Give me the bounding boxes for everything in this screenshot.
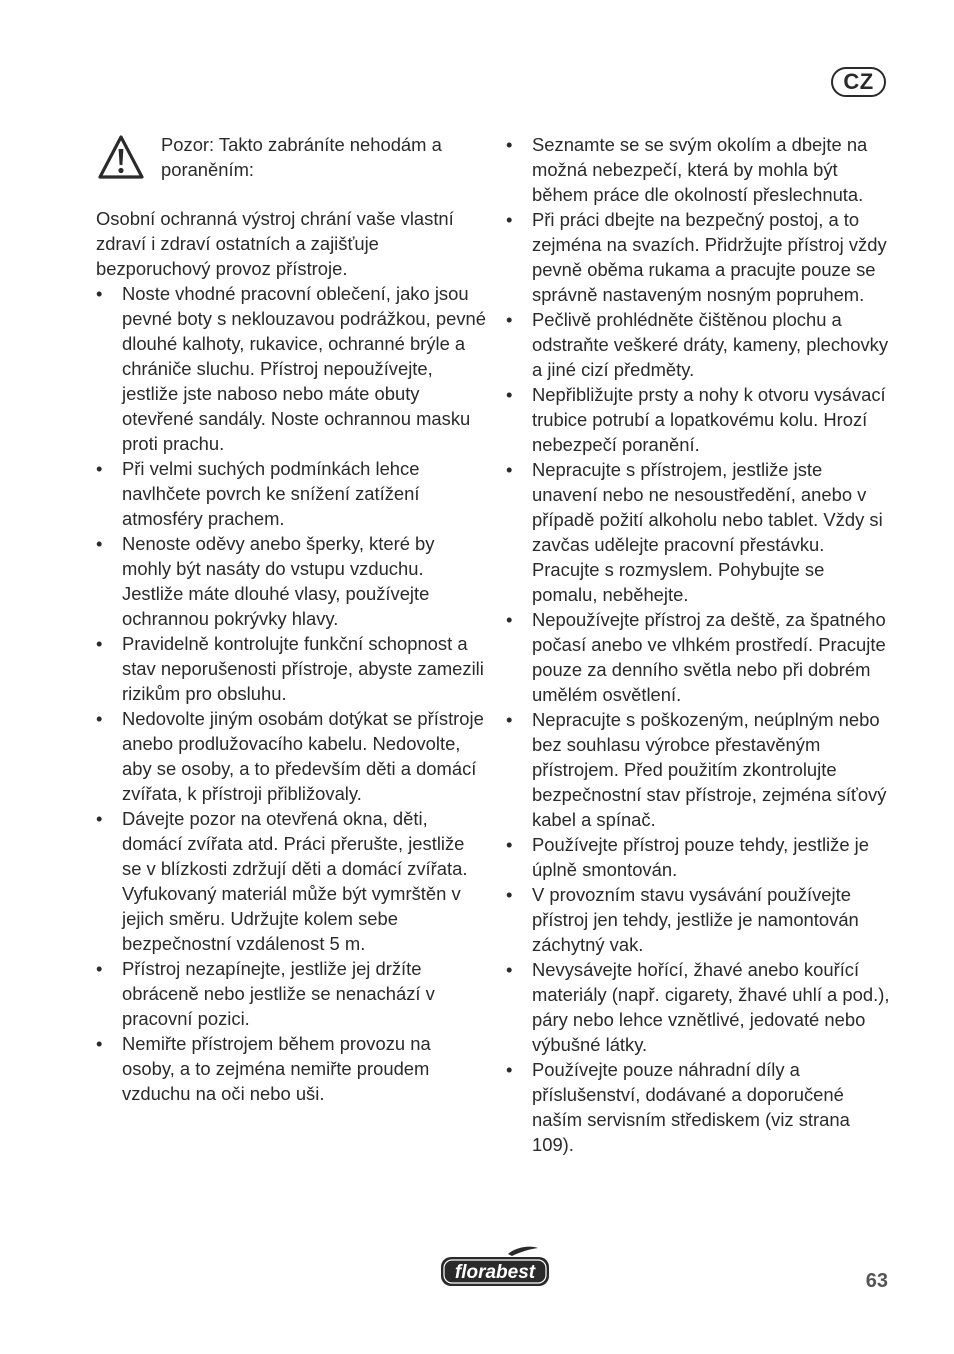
bullet-icon: • xyxy=(96,958,103,979)
list-item: • Nedovolte jiným osobám dotýkat se přístroje anebo prodlužovacího kabelu. Nedovolte, aby se osoby, a to především děti a domácí zvířata, k přístroji přibližovaly. xyxy=(96,708,484,804)
list-item: • Pravidelně kontrolujte funkční schopnost a stav neporušenosti přístroje, abyste zamezili rizikům pro obsluhu. xyxy=(96,633,484,704)
bullet-icon: • xyxy=(506,609,513,630)
list-item: • Pečlivě prohlédněte čištěnou plochu a odstraňte veškeré dráty, kameny, plechovky a jiné cizí předměty. xyxy=(506,309,889,380)
warning-triangle-icon xyxy=(97,134,145,180)
list-item: • Nenoste oděvy anebo šperky, které by mohly být nasáty do vstupu vzduchu. Jestliže máte dlouhé vlasy, používejte ochrannou pokrývky hlavy. xyxy=(96,533,435,629)
bullet-icon: • xyxy=(96,1033,103,1054)
bullet-icon: • xyxy=(96,533,103,554)
list-item: • Noste vhodné pracovní oblečení, jako jsou pevné boty s neklouzavou podrážkou, pevné dlouhé kalhoty, rukavice, ochranné brýle a chrániče sluchu. Přístroj nepoužívejte, jestliže jste naboso nebo máte obuty otevřené sandály. Noste ochrannou masku proti prachu. xyxy=(96,283,486,454)
list-item: • Nepoužívejte přístroj za deště, za špatného počasí anebo ve vlhkém prostředí. Pracujte pouze za denního světla nebo při dobrém umělém osvětlení. xyxy=(506,609,886,705)
bullet-icon: • xyxy=(506,134,513,155)
bullet-icon: • xyxy=(506,459,513,480)
list-item: • Nepřibližujte prsty a nohy k otvoru vysávací trubice potrubí a lopatkovému kolu. Hrozí nebezpečí poranění. xyxy=(506,384,886,455)
right-bullet-list xyxy=(506,132,892,1157)
bullet-icon: • xyxy=(506,709,513,730)
florabest-logo xyxy=(438,1245,552,1289)
bullet-icon: • xyxy=(506,209,513,230)
bullet-icon: • xyxy=(506,884,513,905)
bullet-icon: • xyxy=(506,834,513,855)
list-item: • Nevysávejte hořící, žhavé anebo kouřící materiály (např. cigarety, žhavé uhlí a pod.), páry nebo lehce vznětlivé, jedovaté nebo výbušné látky. xyxy=(506,959,890,1055)
list-item: • Nemiřte přístrojem během provozu na osoby, a to zejména nemiřte proudem vzduchu na oči nebo uši. xyxy=(96,1033,431,1104)
page-number: 63 xyxy=(865,1270,888,1292)
bullet-icon: • xyxy=(96,283,103,304)
list-item: • Používejte pouze náhradní díly a příslušenství, dodávané a doporučené naším servisním střediskem (viz strana 109). xyxy=(506,1059,850,1155)
bullet-icon: • xyxy=(506,309,513,330)
left-column xyxy=(96,132,488,1106)
bullet-icon: • xyxy=(506,1059,513,1080)
bullet-icon: • xyxy=(96,708,103,729)
list-item: • Při práci dbejte na bezpečný postoj, a to zejména na svazích. Přidržujte přístroj vždy pevně oběma rukama a pracujte pouze se správně nastaveným nosným popruhem. xyxy=(506,209,887,305)
left-bullet-list xyxy=(96,281,488,1106)
bullet-icon: • xyxy=(96,633,103,654)
list-item: • Seznamte se se svým okolím a dbejte na možná nebezpečí, která by mohla být během práce dle okolností přeslechnuta. xyxy=(506,134,868,205)
list-item: • Nepracujte s přístrojem, jestliže jste unavení nebo ne nesoustředění, anebo v případě požití alkoholu nebo tablet. Vždy si zavčas udělejte pracovní přestávku. Pracujte s rozmyslem. Pohybujte se pomalu, neběhejte. xyxy=(506,459,883,605)
list-item: • V provozním stavu vysávání používejte přístroj jen tehdy, jestliže je namontován záchytný vak. xyxy=(506,884,859,955)
bullet-icon: • xyxy=(96,458,103,479)
bullet-icon: • xyxy=(506,384,513,405)
intro-paragraph: Osobní ochranná výstroj chrání vaše vlastní zdraví i zdraví ostatních a zajišťuje bezporuchový provoz přístroje. xyxy=(96,208,454,279)
list-item: • Dávejte pozor na otevřená okna, děti, domácí zvířata atd. Práci přerušte, jestliže se v blízkosti zdržují děti a domácí zvířata. Vyfukovaný materiál může být vymrštěn v jejich směru. Udržujte kolem sebe bezpečnostní vzdálenost 5 m. xyxy=(96,808,468,954)
list-item: • Nepracujte s poškozeným, neúplným nebo bez souhlasu výrobce přestavěným přístrojem. Před použitím zkontrolujte bezpečnostní stav přístroje, zejména síťový kabel a spínač. xyxy=(506,709,887,830)
language-badge: CZ xyxy=(831,67,886,97)
list-item: • Používejte přístroj pouze tehdy, jestliže je úplně smontován. xyxy=(506,834,869,880)
list-item: • Přístroj nezapínejte, jestliže jej držíte obráceně nebo jestliže se nenachází v pracovní pozici. xyxy=(96,958,435,1029)
warning-block xyxy=(96,132,488,182)
bullet-icon: • xyxy=(506,959,513,980)
logo-text: florabest xyxy=(454,1262,536,1283)
right-column xyxy=(506,132,892,1157)
bullet-icon: • xyxy=(96,808,103,829)
warning-text: Pozor: Takto zabráníte nehodám a poraněním: xyxy=(161,134,442,180)
list-item: • Při velmi suchých podmínkách lehce navlhčete povrch ke snížení zatížení atmosféry prachem. xyxy=(96,458,420,529)
